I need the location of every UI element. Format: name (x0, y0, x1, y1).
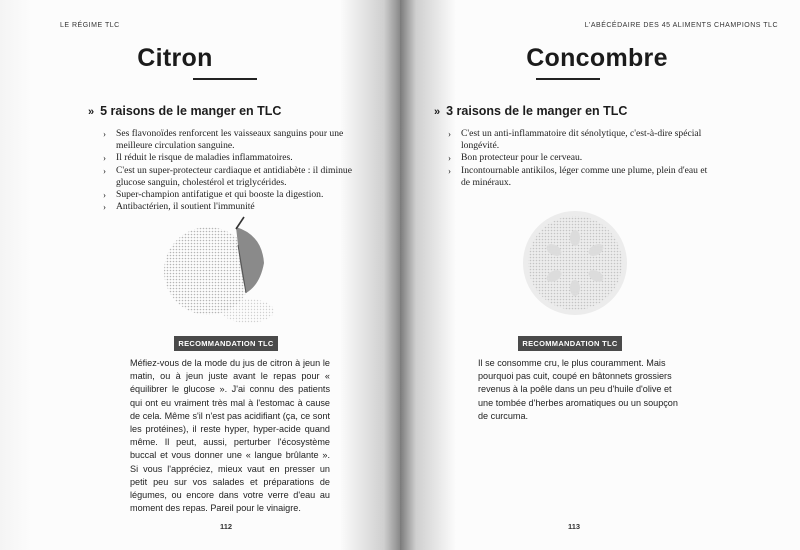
running-head-left: LE RÉGIME TLC (60, 22, 120, 29)
section-title-right: 3 raisons de le manger en TLC (446, 104, 628, 118)
list-item: › C'est un super-protecteur cardiaque et antidiabète : il diminue glucose sanguin, cholestérol et triglycérides. (103, 164, 352, 188)
page-number-left: 112 (220, 522, 233, 531)
list-item: › Ses flavonoïdes renforcent les vaisseaux sanguins pour une meilleure circulation sanguine. (103, 128, 344, 152)
section-title-left: 5 raisons de le manger en TLC (100, 104, 282, 118)
bullet-icon: › (103, 202, 106, 213)
cucumber-slice-icon (520, 208, 630, 318)
bullet-icon: › (103, 129, 106, 139)
section-marker: » (434, 106, 441, 118)
recommendation-label-right: RECOMMANDATION TLC (518, 336, 622, 351)
bullet-icon: › (103, 165, 106, 176)
bullet-icon: › (448, 129, 451, 139)
bullet-list-right (448, 128, 718, 189)
bullet-list-left (103, 128, 365, 213)
page-title-right: Concombre (526, 44, 668, 72)
recommendation-text-left: Méfiez-vous de la mode du jus de citron à jeun le matin, ou à jeun juste avant le repas pour « équilibrer le glucose ». J'ai connu des patients qui ont eu vraiment très mal à l'estomac à cause de cela. Même s'il n'est pas acidifiant (ça, ce sont les protéines), il reste hyper, hyper-acide quand même. Il peut, aussi, perturber l'écosystème buccal et vous donner une « langue brûlante ». Si vous l'appréciez, mieux vaut en presser un petit peu sur vos salades et préparations de légumes, ou encore dans votre verre d'eau au moment des repas. Pareil pour le vinaigre. (130, 358, 330, 514)
list-item: › Incontournable antikilos, léger comme une plume, plein d'eau et de minéraux. (448, 164, 708, 188)
recommendation-text-right: Il se consomme cru, le plus couramment. Mais pourquoi pas cuit, coupé en bâtonnets grossiers revenus à la poêle dans un peu d'huile d'olive et une tombée d'herbes aromatiques ou un soupçon de curcuma. (478, 358, 678, 421)
bullet-icon: › (448, 153, 451, 164)
list-item: › Super-champion antifatigue et qui booste la digestion. (103, 189, 324, 201)
title-rule-right (536, 78, 600, 80)
lemon-icon (160, 215, 280, 325)
page-number-right: 113 (568, 522, 581, 531)
list-item: › Bon protecteur pour le cerveau. (448, 152, 583, 164)
bullet-icon: › (448, 165, 451, 176)
running-head-right: L'ABÉCÉDAIRE DES 45 ALIMENTS CHAMPIONS TLC (584, 22, 778, 29)
page-title-left: Citron (137, 44, 213, 72)
title-rule-left (193, 78, 257, 80)
list-item: › Antibactérien, il soutient l'immunité (103, 201, 255, 213)
section-heading-right (434, 104, 627, 118)
section-marker: » (88, 106, 95, 118)
recommendation-label-left: RECOMMANDATION TLC (174, 336, 278, 351)
bullet-icon: › (103, 190, 106, 201)
bullet-icon: › (103, 153, 106, 164)
section-heading-left (88, 104, 281, 118)
right-page (400, 0, 800, 550)
list-item: › Il réduit le risque de maladies inflammatoires. (103, 152, 293, 164)
list-item: › C'est un anti-inflammatoire dit sénolytique, c'est-à-dire spécial longévité. (448, 128, 702, 152)
